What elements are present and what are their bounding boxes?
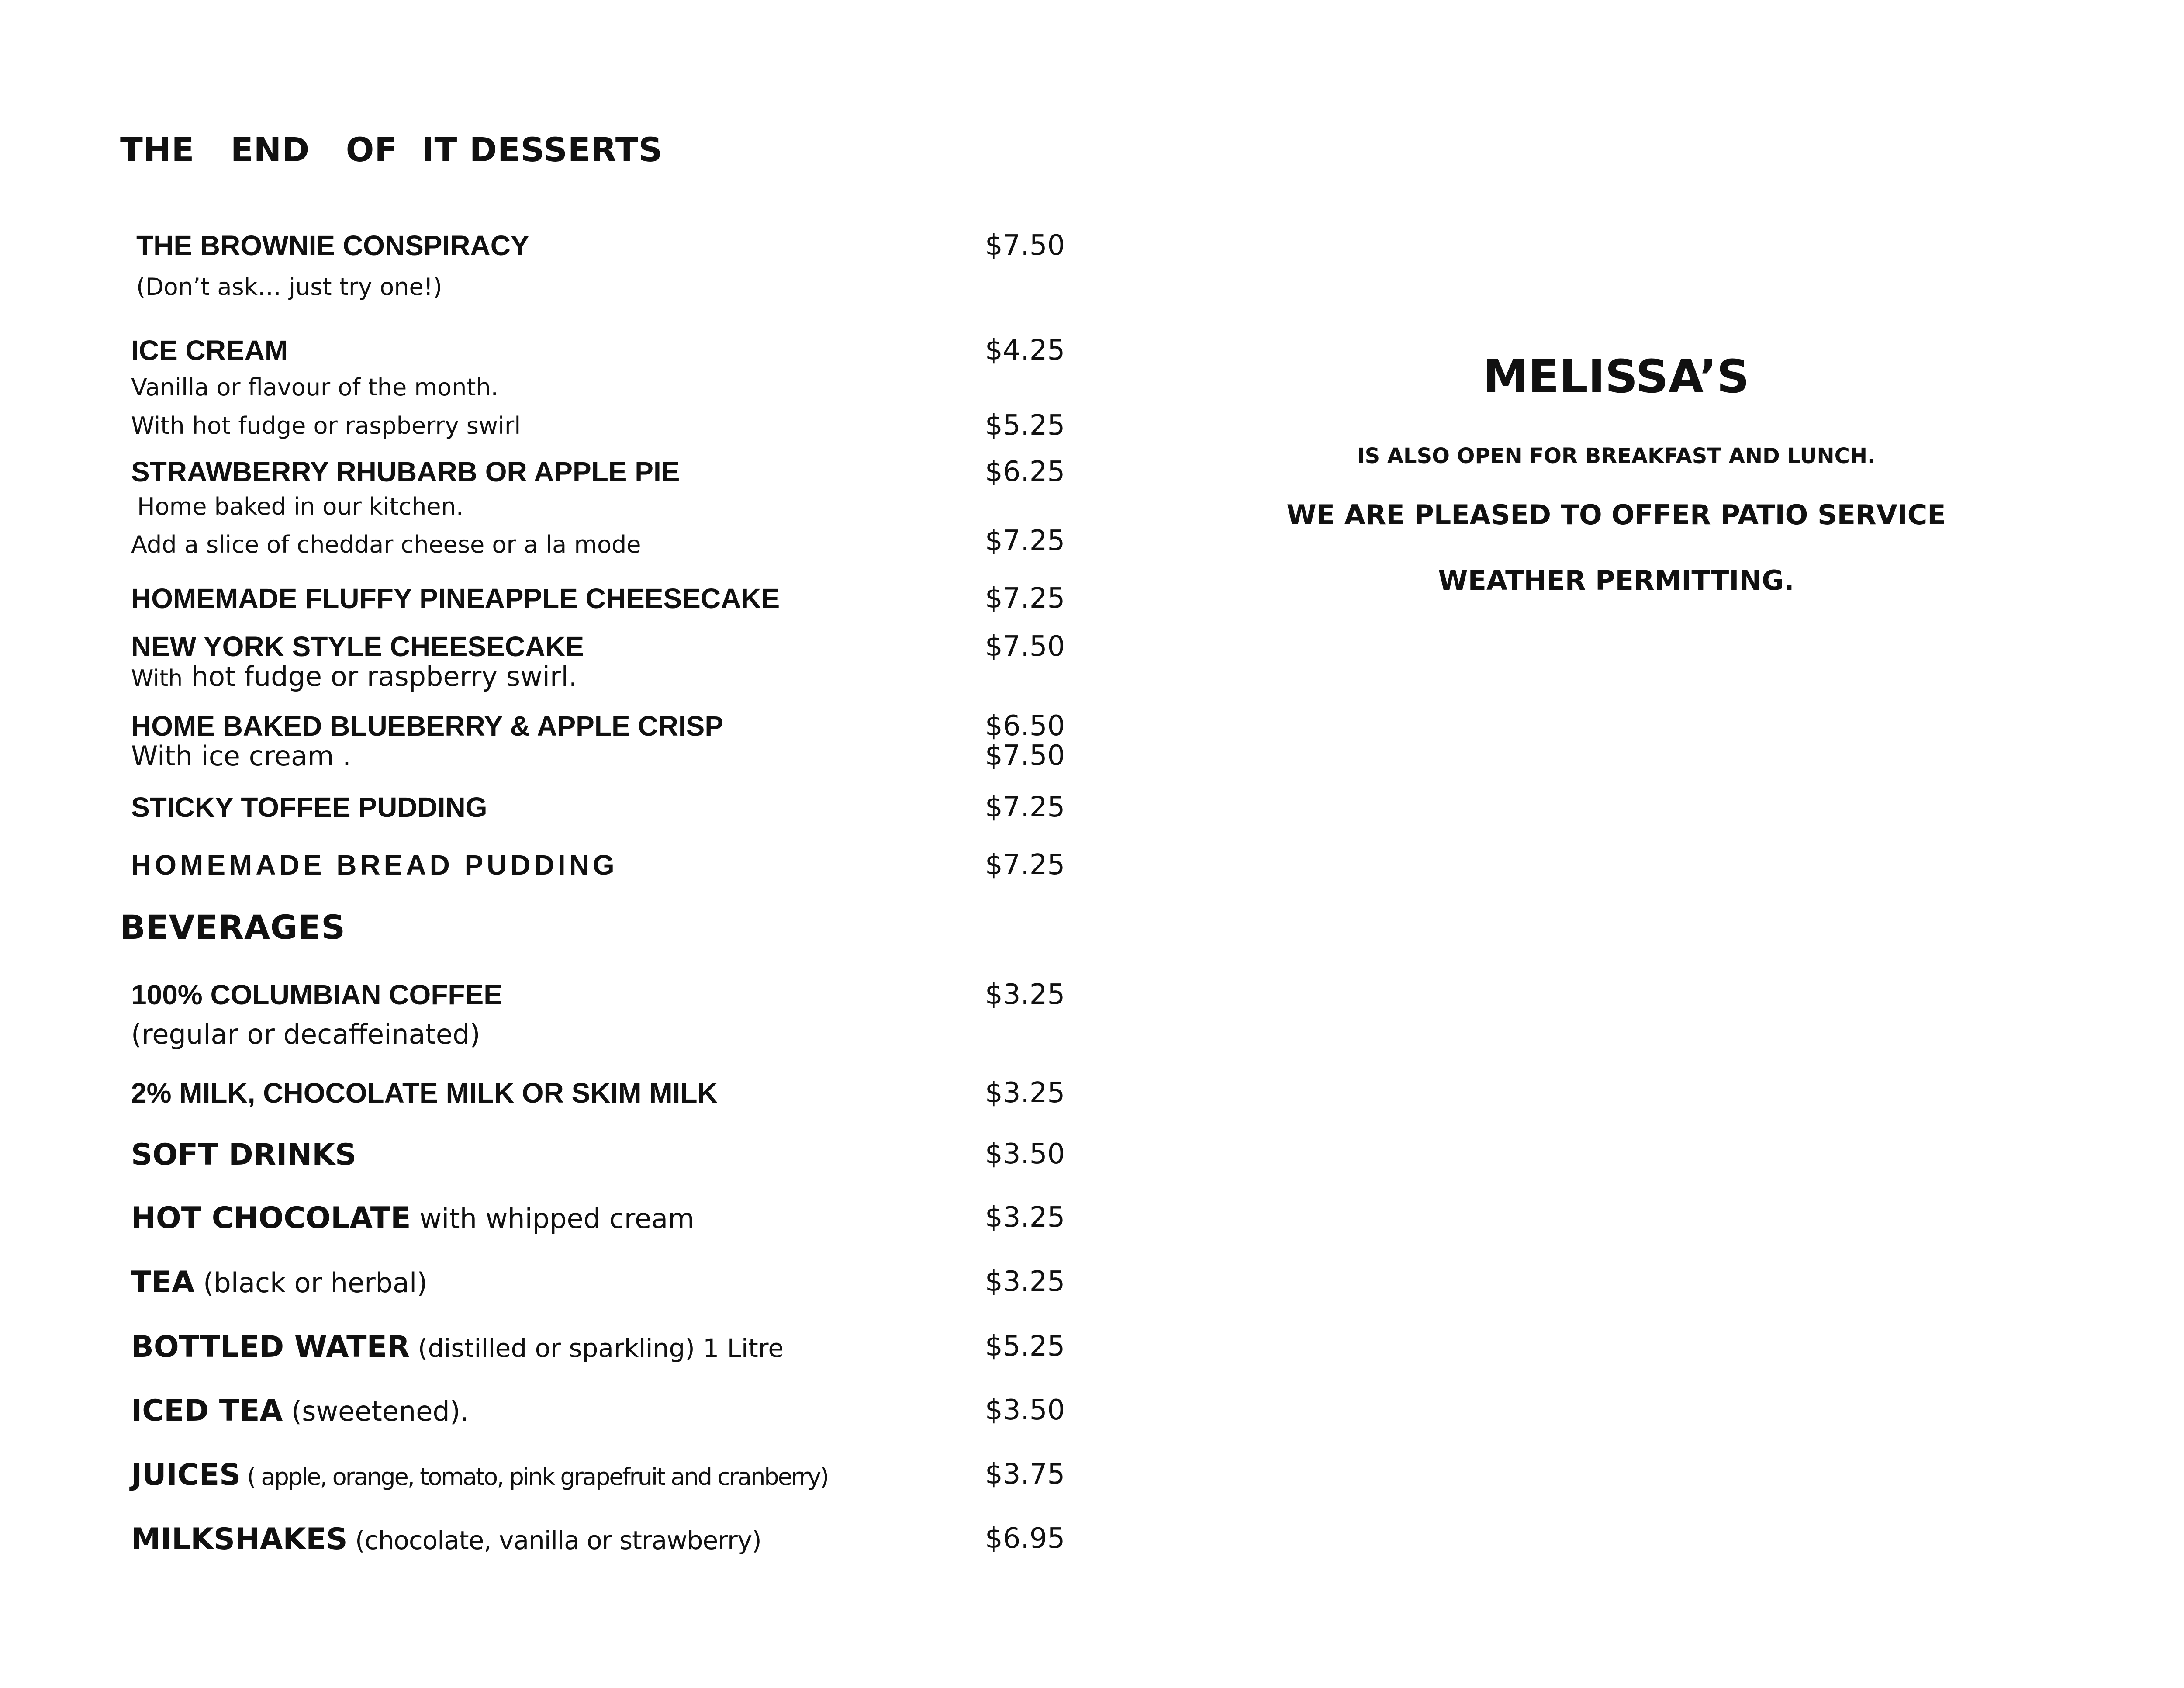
item-description: With ice cream . xyxy=(131,740,351,772)
item-name: MILKSHAKES xyxy=(131,1522,348,1557)
item-price: $7.25 xyxy=(985,849,1065,881)
item-detail: with whipped cream xyxy=(411,1203,695,1235)
item-name-line xyxy=(131,1265,428,1300)
item-price: $6.50 xyxy=(985,710,1065,742)
restaurant-info xyxy=(1267,350,1966,403)
item-description: (Don’t ask… just try one!) xyxy=(136,273,442,301)
item-name-line xyxy=(131,1396,469,1426)
item-name: 100% COLUMBIAN COFFEE xyxy=(131,979,502,1010)
item-name: JUICES xyxy=(131,1458,241,1492)
item-option-price: $7.50 xyxy=(985,740,1065,772)
item-description-text: hot fudge or raspberry swirl. xyxy=(191,661,577,692)
item-name: HOME BAKED BLUEBERRY & APPLE CRISP xyxy=(131,710,723,742)
item-name: ICED TEA xyxy=(131,1394,283,1428)
patio-note-wrap xyxy=(1267,499,1966,531)
item-name-line xyxy=(131,1522,761,1557)
item-name: STRAWBERRY RHUBARB OR APPLE PIE xyxy=(131,456,680,488)
item-name: NEW YORK STYLE CHEESECAKE xyxy=(131,631,584,662)
item-name-line xyxy=(131,1332,784,1362)
restaurant-name: MELISSA’S xyxy=(1483,350,1749,403)
item-name: THE BROWNIE CONSPIRACY xyxy=(136,230,529,261)
menu-item-bottled-water xyxy=(131,1330,1092,1364)
item-description-prefix: With xyxy=(131,665,183,692)
item-price: $3.75 xyxy=(985,1458,1065,1491)
item-option-price: $7.25 xyxy=(985,525,1065,557)
item-name: BOTTLED WATER xyxy=(131,1330,410,1364)
item-name: 2% MILK, CHOCOLATE MILK OR SKIM MILK xyxy=(131,1077,718,1109)
item-description: (regular or decaffeinated) xyxy=(131,1018,480,1050)
menu-item-toffee-pudding xyxy=(131,791,1092,823)
item-name: HOMEMADE FLUFFY PINEAPPLE CHEESECAKE xyxy=(131,583,780,614)
item-detail: (sweetened). xyxy=(283,1395,469,1427)
item-option: With hot fudge or raspberry swirl xyxy=(131,412,521,439)
item-option: Add a slice of cheddar cheese or a la mode xyxy=(131,531,641,558)
item-price: $7.50 xyxy=(985,630,1065,663)
desserts-heading: THE END OF IT DESSERTS xyxy=(120,130,663,169)
item-name: TEA xyxy=(131,1265,195,1300)
patio-note: WE ARE PLEASED TO OFFER PATIO SERVICE xyxy=(1286,499,1946,531)
item-description xyxy=(131,663,577,690)
item-name: STICKY TOFFEE PUDDING xyxy=(131,792,487,823)
weather-note: WEATHER PERMITTING. xyxy=(1438,564,1794,596)
item-detail: (distilled or sparkling) 1 Litre xyxy=(410,1333,784,1363)
item-price: $3.25 xyxy=(985,1077,1065,1109)
item-name: SOFT DRINKS xyxy=(131,1138,356,1172)
hours-note-wrap xyxy=(1267,446,1966,467)
item-price: $7.25 xyxy=(985,582,1065,615)
item-detail: (black or herbal) xyxy=(194,1267,428,1299)
item-price: $3.25 xyxy=(985,979,1065,1011)
item-option-price: $5.25 xyxy=(985,409,1065,442)
item-price: $5.25 xyxy=(985,1330,1065,1363)
item-name: HOT CHOCOLATE xyxy=(131,1201,411,1235)
item-price: $3.50 xyxy=(985,1394,1065,1426)
hours-note: IS ALSO OPEN FOR BREAKFAST AND LUNCH. xyxy=(1357,444,1876,468)
item-price: $3.50 xyxy=(985,1138,1065,1170)
weather-note-wrap xyxy=(1267,564,1966,596)
item-price: $3.25 xyxy=(985,1201,1065,1234)
item-price: $7.25 xyxy=(985,791,1065,823)
item-price: $6.95 xyxy=(985,1522,1065,1555)
item-name-line xyxy=(131,1201,695,1235)
menu-item-crisp xyxy=(131,710,1092,772)
item-price: $7.50 xyxy=(985,229,1065,262)
item-price: $4.25 xyxy=(985,334,1065,367)
item-price: $3.25 xyxy=(985,1266,1065,1298)
item-price: $6.25 xyxy=(985,456,1065,488)
beverages-heading: BEVERAGES xyxy=(120,908,346,947)
item-description: Vanilla or flavour of the month. xyxy=(131,374,498,401)
item-name: HOMEMADE BREAD PUDDING xyxy=(131,849,618,881)
item-detail: (chocolate, vanilla or strawberry) xyxy=(347,1525,761,1555)
item-detail: ( apple, orange, tomato, pink grapefruit and cranberry) xyxy=(241,1463,828,1491)
menu-item-juices xyxy=(131,1458,1092,1492)
menu-item-iced-tea xyxy=(131,1394,1092,1428)
menu-item-ice-cream xyxy=(131,334,1092,442)
item-name: ICE CREAM xyxy=(131,335,288,366)
item-name-line xyxy=(131,1460,828,1490)
menu-item-soft-drinks xyxy=(131,1138,1092,1172)
item-description: Home baked in our kitchen. xyxy=(137,493,464,520)
